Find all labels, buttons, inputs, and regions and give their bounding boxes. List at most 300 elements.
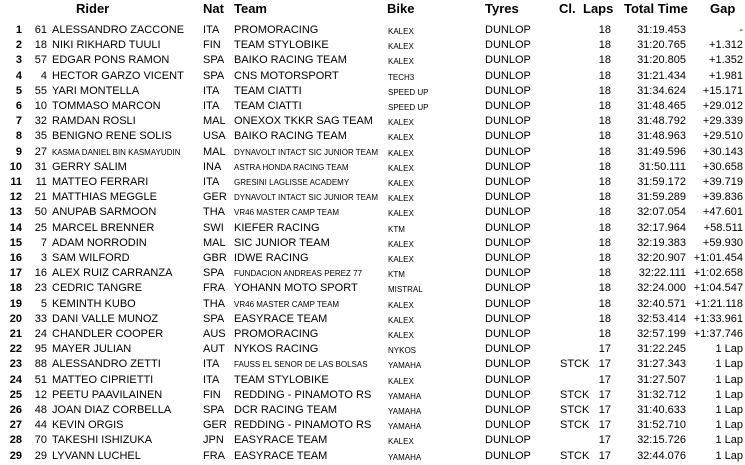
total-time-cell: 31:27.343 bbox=[637, 358, 686, 371]
nationality-cell: USA bbox=[203, 130, 226, 143]
gap-cell: 1 Lap bbox=[715, 358, 743, 371]
table-row bbox=[0, 432, 745, 447]
total-time-cell: 31:27.507 bbox=[637, 373, 686, 386]
laps-cell: 18 bbox=[598, 24, 611, 36]
tyres-cell: DUNLOP bbox=[485, 236, 531, 249]
team-cell: KIEFER RACING bbox=[234, 221, 320, 234]
table-row bbox=[0, 326, 745, 341]
tyres-cell: DUNLOP bbox=[485, 84, 531, 97]
rider-number-cell: 7 bbox=[40, 236, 47, 249]
gap-cell: 1 Lap bbox=[715, 419, 743, 432]
class-cell: STCK bbox=[560, 419, 590, 432]
table-row bbox=[0, 220, 745, 235]
gap-cell: +59.930 bbox=[702, 236, 743, 249]
gap-cell: +30.658 bbox=[702, 160, 743, 173]
gap-cell: +1:01.454 bbox=[693, 252, 743, 264]
gap-cell: - bbox=[739, 24, 743, 36]
table-row bbox=[0, 204, 745, 219]
table-row bbox=[0, 52, 745, 67]
header-rider: Rider bbox=[76, 1, 110, 16]
rider-number-cell: 21 bbox=[34, 191, 47, 204]
position-cell: 12 bbox=[9, 191, 22, 204]
position-cell: 4 bbox=[15, 69, 22, 82]
header-total-time: Total Time bbox=[624, 1, 688, 16]
gap-cell: +1:37.746 bbox=[693, 328, 743, 340]
laps-cell: 18 bbox=[598, 297, 611, 310]
bike-cell: KALEX bbox=[388, 315, 414, 325]
bike-cell: KALEX bbox=[388, 376, 414, 386]
results-header bbox=[0, 0, 745, 22]
table-row bbox=[0, 22, 745, 37]
position-cell: 3 bbox=[15, 54, 22, 67]
total-time-cell: 31:52.710 bbox=[637, 419, 686, 432]
gap-cell: +47.601 bbox=[702, 206, 743, 219]
bike-cell: KALEX bbox=[388, 437, 414, 447]
team-cell: PROMORACING bbox=[234, 328, 319, 340]
team-cell: CNS MOTORSPORT bbox=[234, 69, 339, 82]
gap-cell: +1:02.658 bbox=[693, 267, 743, 280]
rider-number-cell: 88 bbox=[34, 358, 47, 371]
laps-cell: 18 bbox=[598, 191, 611, 204]
total-time-cell: 32:19.383 bbox=[637, 236, 686, 249]
total-time-cell: 31:48.963 bbox=[637, 130, 686, 143]
total-time-cell: 31:22.245 bbox=[637, 343, 686, 356]
rider-number-cell: 27 bbox=[34, 145, 47, 158]
header-nat: Nat bbox=[203, 1, 224, 16]
rider-number-cell: 23 bbox=[34, 282, 47, 295]
rider-number-cell: 4 bbox=[40, 69, 47, 82]
table-row bbox=[0, 341, 745, 356]
bike-cell: KALEX bbox=[388, 133, 414, 143]
laps-cell: 18 bbox=[598, 130, 611, 143]
rider-name-cell: MATTEO FERRARI bbox=[52, 176, 149, 188]
tyres-cell: DUNLOP bbox=[485, 69, 531, 82]
tyres-cell: DUNLOP bbox=[485, 388, 531, 401]
header-team: Team bbox=[234, 1, 267, 16]
table-row bbox=[0, 98, 745, 113]
rider-name-cell: MAYER JULIAN bbox=[52, 343, 132, 356]
laps-cell: 18 bbox=[598, 312, 611, 325]
team-cell: TEAM STYLOBIKE bbox=[234, 39, 329, 52]
nationality-cell: AUT bbox=[203, 343, 225, 356]
bike-cell: KALEX bbox=[388, 27, 414, 36]
laps-cell: 18 bbox=[598, 282, 611, 295]
total-time-cell: 32:57.199 bbox=[637, 328, 686, 340]
tyres-cell: DUNLOP bbox=[485, 449, 531, 462]
gap-cell: +58.511 bbox=[703, 221, 743, 234]
gap-cell: +39.836 bbox=[702, 191, 743, 204]
position-cell: 28 bbox=[9, 434, 22, 447]
tyres-cell: DUNLOP bbox=[485, 328, 531, 340]
total-time-cell: 31:48.465 bbox=[637, 100, 686, 112]
class-cell: STCK bbox=[560, 388, 590, 401]
laps-cell: 18 bbox=[598, 100, 611, 112]
total-time-cell: 31:20.765 bbox=[637, 39, 686, 52]
bike-cell: YAMAHA bbox=[388, 391, 422, 401]
position-cell: 23 bbox=[9, 358, 22, 371]
nationality-cell: THA bbox=[203, 206, 225, 219]
tyres-cell: DUNLOP bbox=[485, 115, 531, 128]
team-cell: VR46 MASTER CAMP TEAM bbox=[234, 208, 340, 218]
bike-cell: YAMAHA bbox=[388, 407, 422, 416]
position-cell: 18 bbox=[9, 282, 22, 295]
total-time-cell: 31:20.805 bbox=[637, 54, 686, 67]
team-cell: PROMORACING bbox=[234, 24, 319, 36]
position-cell: 1 bbox=[15, 24, 22, 36]
class-cell: STCK bbox=[560, 449, 590, 462]
table-row bbox=[0, 265, 745, 280]
rider-number-cell: 50 bbox=[34, 206, 47, 219]
team-cell: IDWE RACING bbox=[234, 252, 309, 264]
rider-number-cell: 61 bbox=[34, 24, 47, 36]
laps-cell: 18 bbox=[598, 252, 611, 264]
laps-cell: 17 bbox=[598, 419, 611, 432]
bike-cell: KALEX bbox=[388, 209, 414, 219]
bike-cell: KALEX bbox=[388, 194, 414, 204]
tyres-cell: DUNLOP bbox=[485, 39, 531, 52]
bike-cell: KALEX bbox=[388, 163, 414, 173]
rider-number-cell: 57 bbox=[34, 54, 47, 67]
position-cell: 29 bbox=[9, 449, 22, 462]
nationality-cell: GER bbox=[203, 191, 227, 204]
gap-cell: +1.352 bbox=[709, 54, 743, 67]
rider-name-cell: KEVIN ORGIS bbox=[52, 419, 124, 432]
rider-name-cell: GERRY SALIM bbox=[52, 160, 127, 173]
gap-cell: +15.171 bbox=[702, 84, 743, 97]
table-row bbox=[0, 128, 745, 143]
nationality-cell: MAL bbox=[203, 145, 226, 158]
team-cell: NYKOS RACING bbox=[234, 343, 319, 356]
tyres-cell: DUNLOP bbox=[485, 176, 531, 188]
rider-number-cell: 11 bbox=[35, 176, 47, 188]
table-row bbox=[0, 417, 745, 432]
bike-cell: MISTRAL bbox=[388, 285, 423, 295]
laps-cell: 18 bbox=[598, 267, 611, 280]
total-time-cell: 31:19.453 bbox=[637, 24, 686, 36]
team-cell: DYNAVOLT INTACT SIC JUNIOR TEAM bbox=[234, 193, 379, 203]
bike-cell: KALEX bbox=[388, 57, 414, 67]
nationality-cell: MAL bbox=[203, 115, 226, 128]
bike-cell: KALEX bbox=[388, 179, 414, 188]
position-cell: 10 bbox=[9, 160, 22, 173]
bike-cell: KALEX bbox=[388, 331, 414, 340]
rider-name-cell: MATTHIAS MEGGLE bbox=[52, 191, 157, 204]
nationality-cell: FIN bbox=[203, 388, 221, 401]
team-cell: GRESINI LAGLISSE ACADEMY bbox=[234, 178, 350, 187]
rider-name-cell: KEMINTH KUBO bbox=[52, 297, 136, 310]
rider-name-cell: EDGAR PONS RAMON bbox=[52, 54, 170, 67]
team-cell: DCR RACING TEAM bbox=[234, 404, 338, 416]
rider-number-cell: 32 bbox=[34, 115, 47, 128]
bike-cell: KTM bbox=[388, 224, 405, 234]
gap-cell: +1:33.961 bbox=[693, 312, 743, 325]
class-cell: STCK bbox=[560, 404, 590, 416]
laps-cell: 17 bbox=[598, 404, 611, 416]
team-cell: TEAM CIATTI bbox=[234, 84, 302, 97]
position-cell: 2 bbox=[15, 39, 22, 52]
header-bike: Bike bbox=[387, 1, 415, 16]
position-cell: 15 bbox=[9, 236, 22, 249]
bike-cell: YAMAHA bbox=[388, 361, 422, 371]
tyres-cell: DUNLOP bbox=[485, 160, 531, 173]
nationality-cell: ITA bbox=[203, 373, 220, 386]
nationality-cell: AUS bbox=[203, 328, 226, 340]
laps-cell: 18 bbox=[598, 39, 611, 52]
tyres-cell: DUNLOP bbox=[485, 100, 531, 112]
nationality-cell: GER bbox=[203, 419, 227, 432]
table-row bbox=[0, 83, 745, 98]
laps-cell: 17 bbox=[598, 373, 611, 386]
position-cell: 6 bbox=[15, 100, 22, 112]
total-time-cell: 31:59.289 bbox=[637, 191, 686, 204]
laps-cell: 17 bbox=[598, 388, 611, 401]
nationality-cell: MAL bbox=[203, 236, 226, 249]
rider-number-cell: 24 bbox=[34, 328, 47, 340]
header-gap: Gap bbox=[710, 1, 736, 16]
tyres-cell: DUNLOP bbox=[485, 343, 531, 356]
team-cell: TEAM STYLOBIKE bbox=[234, 373, 329, 386]
laps-cell: 17 bbox=[598, 449, 611, 462]
laps-cell: 18 bbox=[598, 115, 611, 128]
tyres-cell: DUNLOP bbox=[485, 24, 531, 36]
tyres-cell: DUNLOP bbox=[485, 312, 531, 325]
rider-name-cell: YARI MONTELLA bbox=[52, 84, 140, 97]
header-laps: Laps bbox=[583, 1, 614, 16]
rider-name-cell: ALEX RUIZ CARRANZA bbox=[52, 267, 173, 280]
table-row bbox=[0, 68, 745, 83]
position-cell: 26 bbox=[9, 404, 22, 416]
tyres-cell: DUNLOP bbox=[485, 145, 531, 158]
bike-cell: KALEX bbox=[388, 148, 414, 158]
gap-cell: +30.143 bbox=[702, 145, 743, 158]
total-time-cell: 31:34.624 bbox=[637, 84, 686, 97]
team-cell: EASYRACE TEAM bbox=[234, 449, 328, 462]
table-row bbox=[0, 372, 745, 387]
position-cell: 9 bbox=[15, 145, 22, 158]
tyres-cell: DUNLOP bbox=[485, 191, 531, 204]
position-cell: 5 bbox=[15, 84, 22, 97]
tyres-cell: DUNLOP bbox=[485, 282, 531, 295]
table-row bbox=[0, 387, 745, 402]
nationality-cell: ITA bbox=[203, 24, 220, 36]
total-time-cell: 32:53.414 bbox=[637, 312, 686, 325]
tyres-cell: DUNLOP bbox=[485, 221, 531, 234]
table-row bbox=[0, 37, 745, 52]
bike-cell: YAMAHA bbox=[388, 422, 422, 432]
laps-cell: 18 bbox=[598, 206, 611, 219]
tyres-cell: DUNLOP bbox=[485, 373, 531, 386]
team-cell: BAIKO RACING TEAM bbox=[234, 54, 347, 67]
table-row bbox=[0, 356, 745, 371]
rider-name-cell: ALESSANDRO ZACCONE bbox=[52, 24, 185, 36]
nationality-cell: FRA bbox=[203, 282, 225, 295]
position-cell: 22 bbox=[9, 343, 22, 356]
rider-number-cell: 5 bbox=[40, 297, 47, 310]
nationality-cell: ITA bbox=[203, 100, 220, 112]
laps-cell: 18 bbox=[598, 54, 611, 67]
table-row bbox=[0, 448, 745, 463]
team-cell: ASTRA HONDA RACING TEAM bbox=[234, 162, 349, 172]
team-cell: VR46 MASTER CAMP TEAM bbox=[234, 299, 340, 309]
total-time-cell: 32:44.076 bbox=[637, 449, 686, 462]
rider-number-cell: 31 bbox=[34, 160, 47, 173]
team-cell: DYNAVOLT INTACT SIC JUNIOR TEAM bbox=[234, 147, 379, 157]
tyres-cell: DUNLOP bbox=[485, 54, 531, 67]
table-row bbox=[0, 296, 745, 311]
table-row bbox=[0, 144, 745, 159]
gap-cell: 1 Lap bbox=[715, 434, 743, 447]
total-time-cell: 31:59.172 bbox=[637, 176, 686, 188]
position-cell: 13 bbox=[9, 206, 22, 219]
laps-cell: 18 bbox=[598, 221, 611, 234]
laps-cell: 18 bbox=[598, 145, 611, 158]
team-cell: TEAM CIATTI bbox=[234, 100, 302, 112]
rider-name-cell: LYVANN LUCHEL bbox=[52, 449, 141, 462]
rider-name-cell: TAKESHI ISHIZUKA bbox=[52, 434, 153, 447]
position-cell: 19 bbox=[9, 297, 22, 310]
rider-name-cell: DANI VALLE MUNOZ bbox=[52, 312, 159, 325]
rider-name-cell: MARCEL BRENNER bbox=[52, 221, 155, 234]
rider-name-cell: JOAN DIAZ CORBELLA bbox=[52, 404, 172, 416]
tyres-cell: DUNLOP bbox=[485, 267, 531, 280]
gap-cell: +1.312 bbox=[709, 39, 743, 52]
rider-number-cell: 18 bbox=[34, 39, 47, 52]
rider-number-cell: 12 bbox=[34, 388, 47, 401]
nationality-cell: ITA bbox=[203, 358, 220, 371]
header-tyres: Tyres bbox=[485, 1, 519, 16]
gap-cell: +1:04.547 bbox=[693, 282, 743, 295]
tyres-cell: DUNLOP bbox=[485, 358, 531, 371]
rider-name-cell: ANUPAB SARMOON bbox=[52, 206, 157, 219]
nationality-cell: JPN bbox=[203, 434, 224, 447]
team-cell: EASYRACE TEAM bbox=[234, 312, 328, 325]
total-time-cell: 31:32.712 bbox=[637, 388, 686, 401]
laps-cell: 18 bbox=[598, 69, 611, 82]
nationality-cell: SWI bbox=[203, 221, 224, 234]
rider-name-cell: KASMA DANIEL BIN KASMAYUDIN bbox=[52, 147, 181, 157]
position-cell: 21 bbox=[9, 328, 22, 340]
rider-number-cell: 3 bbox=[40, 252, 47, 264]
laps-cell: 18 bbox=[598, 84, 611, 97]
laps-cell: 17 bbox=[598, 343, 611, 356]
tyres-cell: DUNLOP bbox=[485, 252, 531, 264]
laps-cell: 17 bbox=[598, 358, 611, 371]
total-time-cell: 31:49.596 bbox=[637, 145, 686, 158]
gap-cell: 1 Lap bbox=[715, 373, 743, 386]
laps-cell: 18 bbox=[598, 328, 611, 340]
total-time-cell: 31:21.434 bbox=[637, 69, 686, 82]
team-cell: ONEXOX TKKR SAG TEAM bbox=[234, 115, 373, 128]
table-row bbox=[0, 189, 745, 204]
nationality-cell: ITA bbox=[203, 84, 220, 97]
rider-number-cell: 16 bbox=[34, 267, 47, 280]
total-time-cell: 32:40.571 bbox=[637, 297, 686, 310]
position-cell: 7 bbox=[15, 115, 22, 128]
total-time-cell: 31:40.633 bbox=[637, 404, 686, 416]
table-row bbox=[0, 235, 745, 250]
position-cell: 27 bbox=[9, 419, 22, 432]
total-time-cell: 32:24.000 bbox=[637, 282, 686, 295]
tyres-cell: DUNLOP bbox=[485, 419, 531, 432]
nationality-cell: SPA bbox=[203, 69, 225, 82]
rider-name-cell: CHANDLER COOPER bbox=[52, 328, 164, 340]
rider-number-cell: 48 bbox=[34, 404, 47, 416]
laps-cell: 17 bbox=[598, 434, 611, 447]
rider-number-cell: 10 bbox=[34, 100, 47, 112]
class-cell: STCK bbox=[560, 358, 590, 371]
rider-name-cell: ALESSANDRO ZETTI bbox=[52, 358, 161, 371]
table-row bbox=[0, 113, 745, 128]
rider-name-cell: SAM WILFORD bbox=[52, 252, 130, 264]
gap-cell: 1 Lap bbox=[715, 404, 743, 416]
position-cell: 24 bbox=[9, 373, 22, 386]
nationality-cell: ITA bbox=[203, 176, 220, 188]
rider-number-cell: 33 bbox=[34, 312, 47, 325]
table-row bbox=[0, 174, 745, 189]
bike-cell: NYKOS bbox=[388, 346, 417, 356]
team-cell: FUNDACION ANDREAS PEREZ 77 bbox=[234, 269, 363, 279]
bike-cell: KALEX bbox=[388, 300, 414, 310]
total-time-cell: 32:07.054 bbox=[637, 206, 686, 219]
total-time-cell: 32:22.111 bbox=[638, 267, 686, 280]
table-row bbox=[0, 311, 745, 326]
nationality-cell: SPA bbox=[203, 404, 225, 416]
nationality-cell: SPA bbox=[203, 54, 225, 67]
nationality-cell: GBR bbox=[203, 252, 227, 264]
position-cell: 14 bbox=[9, 221, 22, 234]
position-cell: 11 bbox=[10, 176, 22, 188]
position-cell: 8 bbox=[15, 130, 22, 143]
team-cell: REDDING - PINAMOTO RS bbox=[234, 388, 372, 401]
rider-number-cell: 44 bbox=[34, 419, 47, 432]
table-row bbox=[0, 280, 745, 295]
team-cell: SIC JUNIOR TEAM bbox=[234, 236, 330, 249]
tyres-cell: DUNLOP bbox=[485, 130, 531, 143]
rider-name-cell: NIKI RIKHARD TUULI bbox=[52, 39, 161, 52]
total-time-cell: 32:17.964 bbox=[637, 221, 686, 234]
laps-cell: 18 bbox=[598, 176, 611, 188]
nationality-cell: FIN bbox=[203, 39, 221, 52]
gap-cell: 1 Lap bbox=[715, 388, 743, 401]
gap-cell: +29.339 bbox=[702, 115, 743, 128]
rider-name-cell: HECTOR GARZO VICENT bbox=[52, 69, 184, 82]
tyres-cell: DUNLOP bbox=[485, 297, 531, 310]
position-cell: 25 bbox=[9, 388, 22, 401]
position-cell: 16 bbox=[9, 252, 22, 264]
tyres-cell: DUNLOP bbox=[485, 206, 531, 219]
total-time-cell: 32:15.726 bbox=[637, 434, 686, 447]
team-cell: YOHANN MOTO SPORT bbox=[234, 282, 358, 295]
gap-cell: +29.012 bbox=[702, 100, 743, 112]
rider-number-cell: 51 bbox=[34, 373, 47, 386]
rider-name-cell: ADAM NORRODIN bbox=[52, 236, 147, 249]
bike-cell: KTM bbox=[388, 270, 405, 280]
laps-cell: 18 bbox=[598, 160, 611, 173]
rider-number-cell: 70 bbox=[34, 434, 47, 447]
gap-cell: +1.981 bbox=[709, 69, 743, 82]
total-time-cell: 31:50.111 bbox=[638, 160, 686, 173]
gap-cell: +39.719 bbox=[702, 176, 743, 188]
rider-number-cell: 35 bbox=[34, 130, 47, 143]
bike-cell: TECH3 bbox=[388, 72, 415, 82]
nationality-cell: FRA bbox=[203, 449, 225, 462]
bike-cell: SPEED UP bbox=[388, 103, 429, 112]
rider-name-cell: TOMMASO MARCON bbox=[52, 100, 161, 112]
team-cell: REDDING - PINAMOTO RS bbox=[234, 419, 372, 432]
nationality-cell: INA bbox=[203, 160, 222, 173]
gap-cell: +1:21.118 bbox=[694, 297, 743, 310]
nationality-cell: THA bbox=[203, 297, 225, 310]
